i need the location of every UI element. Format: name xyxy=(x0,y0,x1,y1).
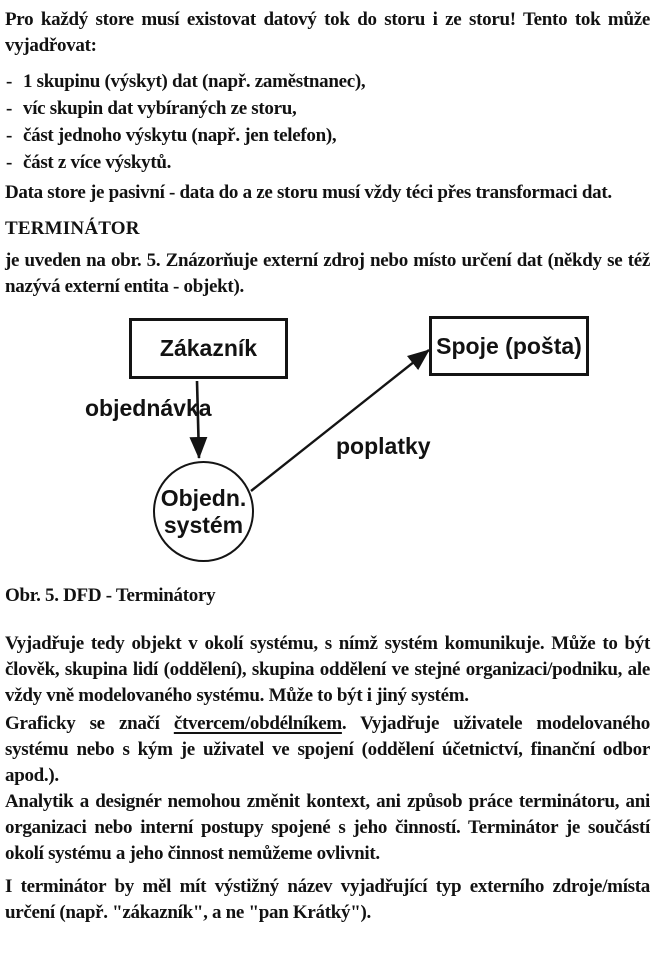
p5-text-before: Graficky se značí xyxy=(5,713,174,734)
list-item-text: část z více výskytů. xyxy=(23,152,172,173)
list-item xyxy=(5,95,650,122)
dfd-terminators-diagram xyxy=(5,309,650,579)
paragraph-intro: Pro každý store musí existovat datový tok do storu i ze storu! Tento tok může vyjadřovat: xyxy=(5,9,650,56)
list-item xyxy=(5,122,650,149)
list-item xyxy=(5,149,650,176)
bullet-dash: - xyxy=(6,71,13,92)
dataflow-options-list xyxy=(5,68,650,176)
section-heading-terminator: TERMINÁTOR xyxy=(5,218,140,239)
paragraph-terminator-naming: I terminátor by měl mít výstižný název vyjadřující typ externího zdroje/místa určení (např. "zákazník", a ne "pan Krátký"). xyxy=(5,876,650,923)
terminator-box-zakaznik xyxy=(129,318,288,379)
terminator-box-spoje-posta xyxy=(429,316,589,376)
terminator-box-label: Zákazník xyxy=(159,335,258,361)
flow-label-objednavka: objednávka xyxy=(85,395,212,421)
bullet-dash: - xyxy=(6,125,13,146)
process-label-line1: Objedn. xyxy=(160,484,247,511)
list-item-text: část jednoho výskytu (např. jen telefon), xyxy=(23,125,337,146)
list-item-text: víc skupin dat vybíraných ze storu, xyxy=(23,98,297,119)
paragraph-datastore-passive: Data store je pasivní - data do a ze storu musí vždy téci přes transformaci dat. xyxy=(5,182,612,203)
p5-text-after: . Vyjadřuje uživatele modelovaného systému nebo s kým je uživatel ve spojení (oddělení účetnictví, finanční odbor apod.). xyxy=(5,713,650,786)
terminator-box-label: Spoje (pošta) xyxy=(436,332,582,359)
list-item xyxy=(5,68,650,95)
bullet-dash: - xyxy=(6,152,13,173)
p5-underlined-term: čtvercem/obdélníkem xyxy=(173,713,342,734)
bullet-dash: - xyxy=(6,98,13,119)
process-label-line2: systém xyxy=(163,511,244,538)
list-item-text: 1 skupinu (výskyt) dat (např. zaměstnanec), xyxy=(23,71,366,92)
paragraph-analyst-designer: Analytik a designér nemohou změnit kontext, ani způsob práce terminátoru, ani organizaci nebo interní postupy spojené s jeho činností. Terminátor je součástí okolí systému a jeho činnost nemůžeme ovlivnit. xyxy=(5,791,650,864)
paragraph-graphic-notation xyxy=(5,711,650,789)
flow-label-poplatky: poplatky xyxy=(336,433,431,459)
paragraph-terminator-intro: je uveden na obr. 5. Znázorňuje externí zdroj nebo místo určení dat (někdy se též nazývá externí entita - objekt). xyxy=(5,250,650,297)
figure-caption: Obr. 5. DFD - Terminátory xyxy=(5,585,216,606)
process-circle-objedn-system xyxy=(153,461,254,562)
paragraph-terminator-meaning: Vyjadřuje tedy objekt v okolí systému, s nímž systém komunikuje. Může to být člověk, skupina lidí (oddělení), skupina oddělení ve stejné organizaci/podniku, ale vždy vně modelovaného systému. Může to být i jiný systém. xyxy=(5,633,650,706)
